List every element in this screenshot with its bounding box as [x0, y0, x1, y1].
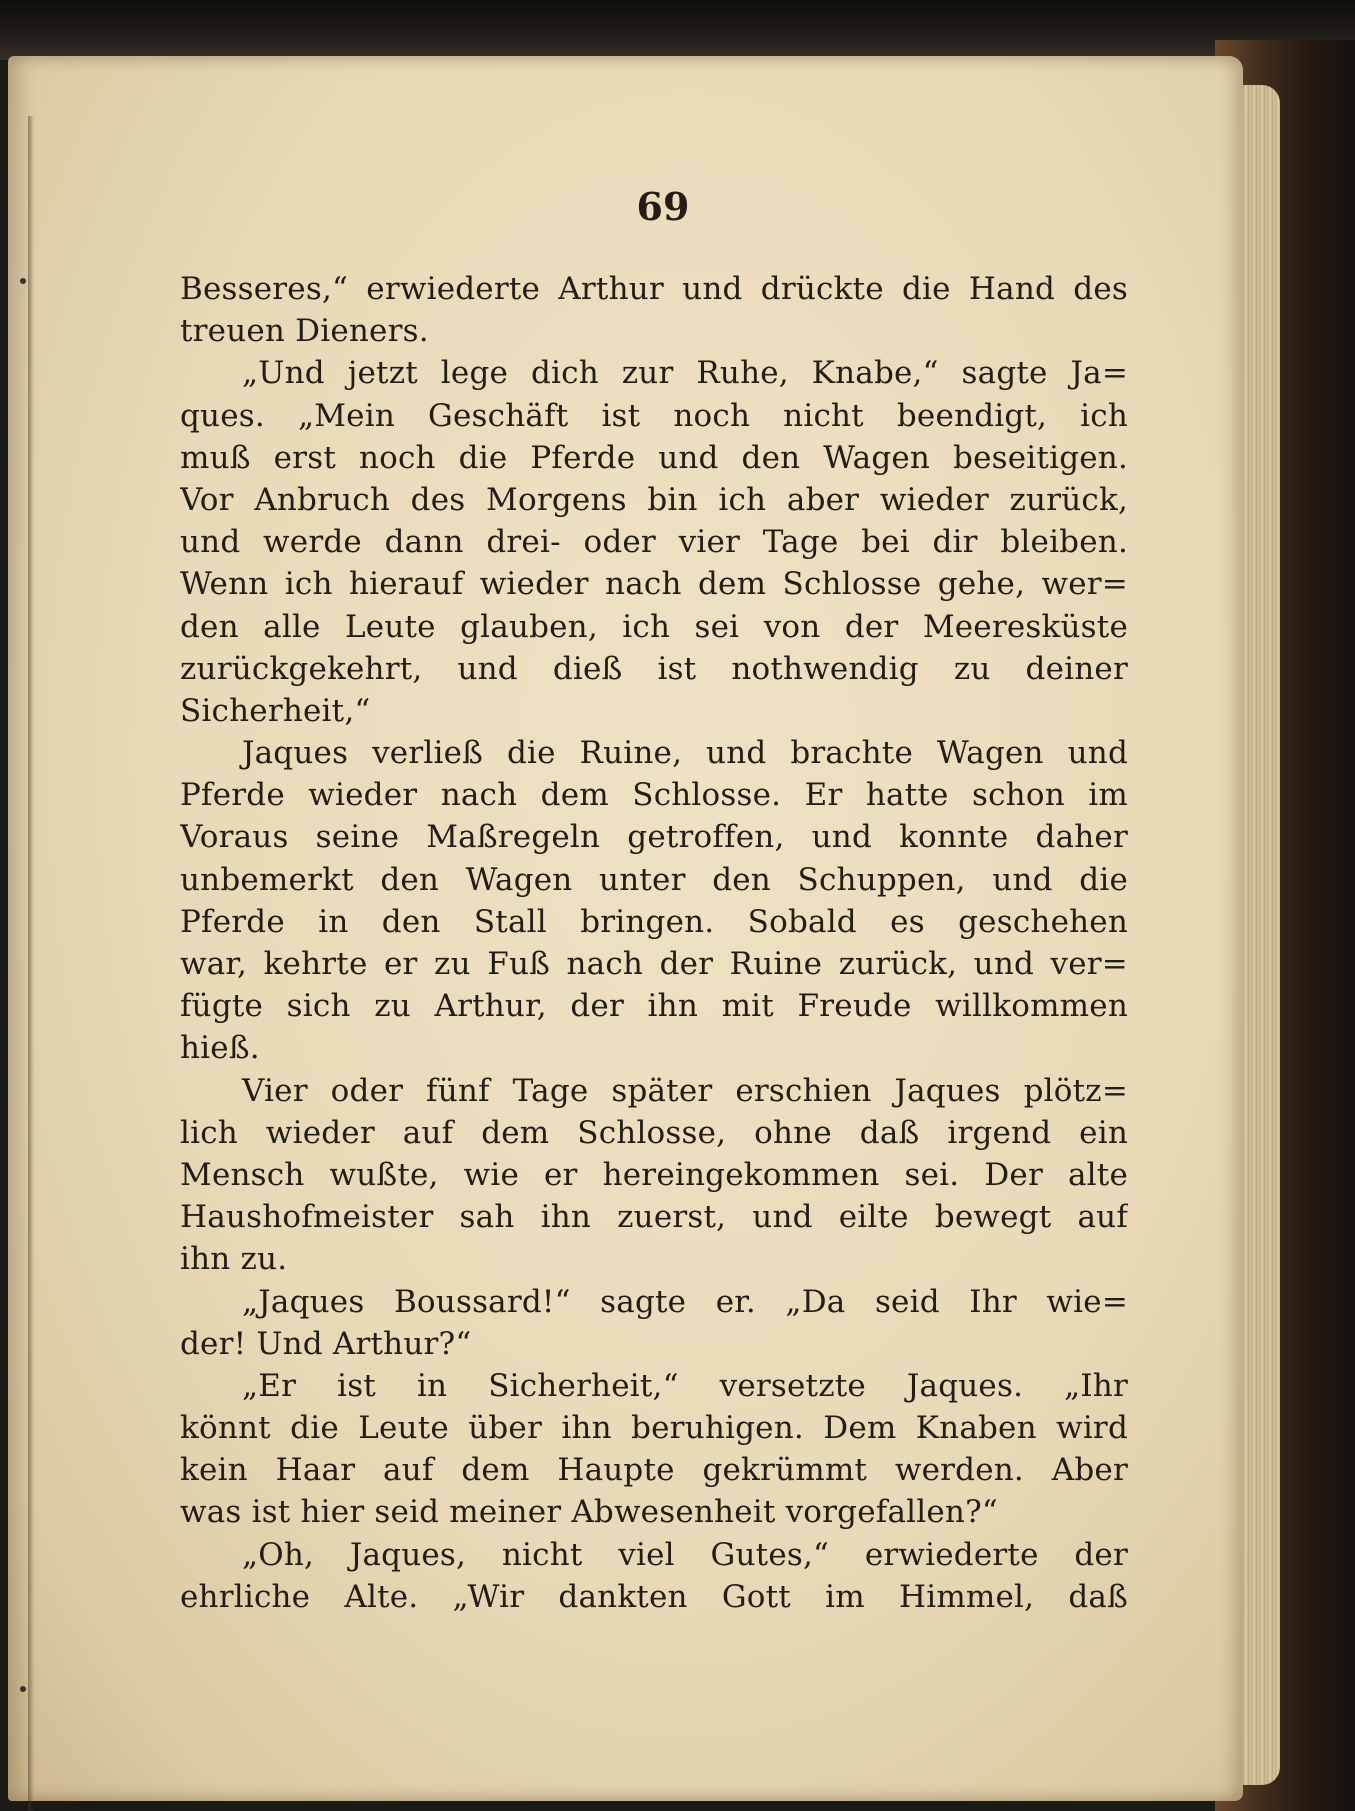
text-line: „Und jetzt lege dich zur Ruhe, Knabe,“ sagte Ja= [242, 355, 1128, 392]
book-cover-top-edge [0, 0, 1355, 60]
text-line: Pferde wieder nach dem Schlosse. Er hatte schon im [180, 777, 1128, 814]
text-line: hieß. [180, 1030, 260, 1067]
book-page [8, 56, 1243, 1801]
page-gutter [28, 116, 34, 1811]
text-line: war, kehrte er zu Fuß nach der Ruine zurück, und ver= [180, 946, 1128, 982]
text-line: „Er ist in Sicherheit,“ versetzte Jaques. „Ihr [242, 1367, 1128, 1404]
text-line: der! Und Arthur?“ [180, 1325, 472, 1362]
binding-stitch [20, 1686, 26, 1692]
text-line: Jaques verließ die Ruine, und brachte Wagen und [242, 735, 1128, 772]
text-line: Wenn ich hierauf wieder nach dem Schlosse gehe, wer= [180, 566, 1128, 603]
text-line: zurückgekehrt, und dieß ist nothwendig zu deiner [180, 650, 1128, 687]
text-line: muß erst noch die Pferde und den Wagen beseitigen. [180, 439, 1128, 476]
text-line: Vor Anbruch des Morgens bin ich aber wieder zurück, [180, 481, 1128, 518]
text-line: und werde dann drei- oder vier Tage bei dir bleiben. [180, 524, 1128, 561]
text-line: Besseres,“ erwiederte Arthur und drückte die Hand des [180, 271, 1128, 307]
text-line: ihn zu. [180, 1241, 288, 1278]
text-line: könnt die Leute über ihn beruhigen. Dem Knaben wird [180, 1410, 1128, 1447]
text-line: was ist hier seid meiner Abwesenheit vorgefallen?“ [180, 1494, 998, 1531]
body-text [180, 268, 1128, 1618]
text-line: fügte sich zu Arthur, der ihn mit Freude willkommen [180, 988, 1128, 1025]
binding-stitch [20, 278, 26, 284]
text-line: ehrliche Alte. „Wir dankten Gott im Himmel, daß [180, 1578, 1128, 1615]
text-line: „Jaques Boussard!“ sagte er. „Da seid Ihr wie= [242, 1283, 1128, 1320]
text-line: Mensch wußte, wie er hereingekommen sei. Der alte [180, 1156, 1128, 1193]
text-line: Sicherheit,“ [180, 692, 371, 729]
text-line: Pferde in den Stall bringen. Sobald es geschehen [180, 903, 1128, 940]
text-line: Haushofmeister sah ihn zuerst, und eilte bewegt auf [180, 1199, 1128, 1236]
text-line: kein Haar auf dem Haupte gekrümmt werden. Aber [180, 1452, 1128, 1489]
text-line: Voraus seine Maßregeln getroffen, und konnte daher [180, 819, 1128, 856]
text-line: lich wieder auf dem Schlosse, ohne daß irgend ein [180, 1114, 1128, 1151]
text-line: Vier oder fünf Tage später erschien Jaques plötz= [242, 1072, 1128, 1109]
text-line: unbemerkt den Wagen unter den Schuppen, und die [180, 861, 1128, 898]
text-line: den alle Leute glauben, ich sei von der Meeresküste [180, 608, 1128, 645]
text-line: „Oh, Jaques, nicht viel Gutes,“ erwiederte der [242, 1536, 1128, 1573]
page-number: 69 [636, 184, 690, 229]
text-line: ques. „Mein Geschäft ist noch nicht beendigt, ich [180, 397, 1128, 434]
text-line: treuen Dieners. [180, 313, 429, 350]
